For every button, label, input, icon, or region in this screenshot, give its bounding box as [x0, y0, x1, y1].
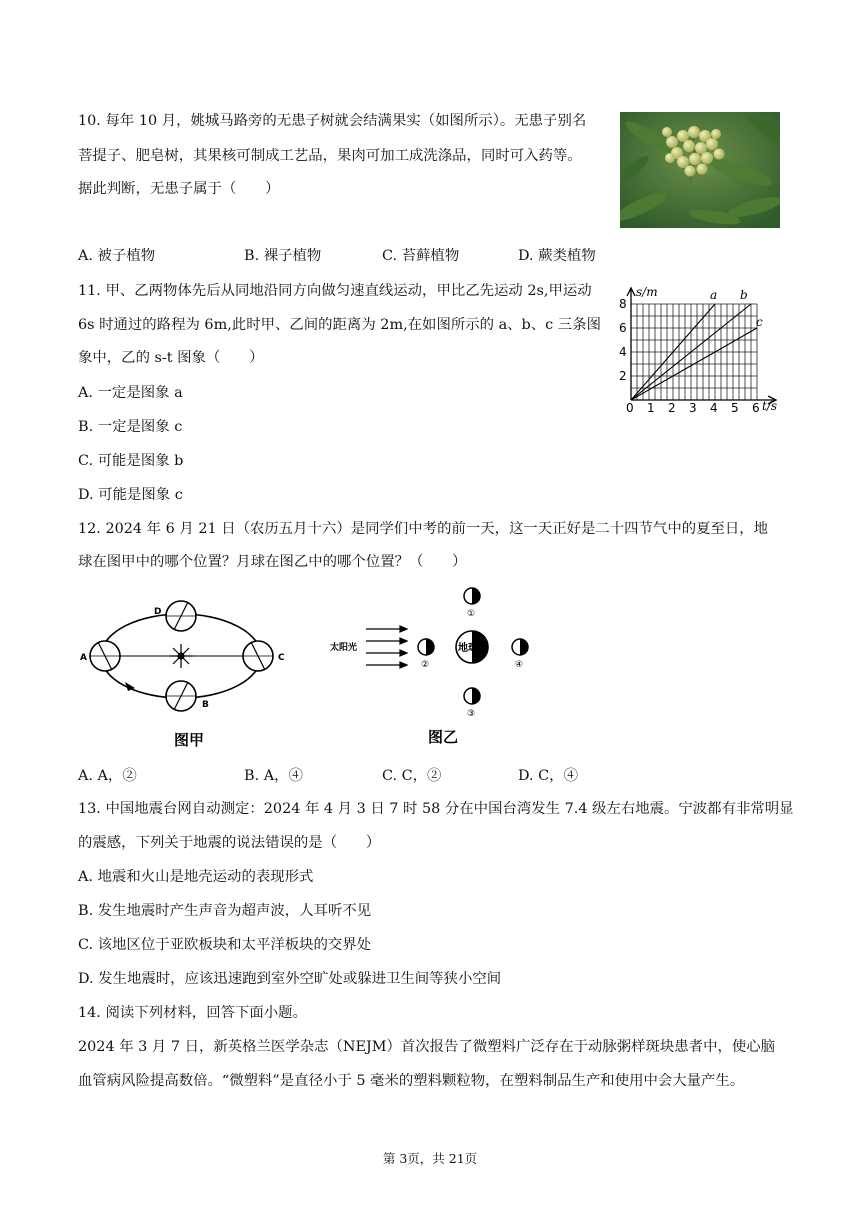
- moon-label-3: ③: [467, 709, 476, 719]
- q13-line-2: 的震感，下列关于地震的说法错误的是（ ）: [78, 835, 381, 851]
- moon-4: [512, 639, 528, 670]
- earth-position-c: [243, 641, 273, 671]
- q12-option-a: A. A，②: [78, 768, 137, 784]
- q10-option-c: C. 苔藓植物: [382, 248, 460, 264]
- q12-line-1: 12. 2024 年 6 月 21 日（农历五月十六）是同学们中考的前一天，这一天正好是二十四节气中的夏至日，地: [78, 521, 769, 537]
- q10-line-1: 10. 每年 10 月，姚城马路旁的无患子树就会结满果实（如图所示）。无患子别名: [78, 113, 587, 129]
- y-tick-6: 6: [619, 321, 627, 335]
- q11-option-a: A. 一定是图象 a: [78, 385, 183, 401]
- x-tick-0: 0: [626, 401, 634, 412]
- q11-line-2: 6s 时通过的路程为 6m,此时甲、乙间的距离为 2m,在如图所示的 a、b、c 三条图: [78, 317, 601, 333]
- label-a: A: [80, 653, 87, 663]
- earth-center: [456, 631, 488, 663]
- label-c: c: [756, 315, 763, 329]
- q11-line-1: 11. 甲、乙两物体先后从同地沿同方向做匀速直线运动，甲比乙先运动 2s,甲运动: [78, 283, 592, 299]
- earth-position-b: [166, 681, 196, 711]
- q14-line-1: 14. 阅读下列材料，回答下面小题。: [78, 1005, 307, 1021]
- q12-line-2: 球在图甲中的哪个位置？月球在图乙中的哪个位置？（ ）: [78, 554, 467, 570]
- x-axis-label: t/s: [762, 399, 778, 412]
- q13-option-b: B. 发生地震时产生声音为超声波，人耳听不见: [78, 903, 372, 919]
- label-a: a: [710, 288, 718, 302]
- q10-option-a: A. 被子植物: [78, 248, 156, 264]
- q11-line-3: 象中，乙的 s-t 图象（ ）: [78, 350, 264, 366]
- x-tick-2: 2: [668, 401, 676, 412]
- label-b: b: [740, 288, 748, 302]
- q13-option-a: A. 地震和火山是地壳运动的表现形式: [78, 869, 314, 885]
- x-tick-6: 6: [752, 401, 760, 412]
- soapberry-photo: [620, 112, 780, 228]
- q10-option-b: B. 裸子植物: [244, 248, 322, 264]
- caption-yi: 图乙: [428, 728, 459, 746]
- q10-line-3: 据此判断，无患子属于（ ）: [78, 181, 280, 197]
- q10-line-2: 菩提子、肥皂树，其果核可制成工艺品，果肉可加工成洗涤品，同时可入药等。: [78, 148, 582, 164]
- page-footer: 第 3页，共 21页: [382, 1151, 478, 1166]
- x-tick-4: 4: [710, 401, 718, 412]
- q11-option-b: B. 一定是图象 c: [78, 419, 183, 435]
- label-b: B: [202, 700, 209, 710]
- moon-label-1: ①: [467, 609, 476, 619]
- orbit-diagram-jia: [78, 594, 308, 758]
- sun-icon: [169, 644, 193, 668]
- moon-phase-diagram-yi: [328, 584, 548, 758]
- x-tick-5: 5: [731, 401, 739, 412]
- caption-jia: 图甲: [174, 731, 205, 749]
- moon-1: [464, 588, 480, 619]
- y-tick-8: 8: [619, 297, 627, 311]
- q13-line-1: 13. 中国地震台网自动测定：2024 年 4 月 3 日 7 时 58 分在中国台湾发生 7.4 级左右地震。宁波都有非常明显: [78, 801, 794, 817]
- q12-option-b: B. A，④: [244, 768, 303, 784]
- moon-2: [418, 639, 434, 670]
- q11-option-d: D. 可能是图象 c: [78, 487, 183, 503]
- q14-line-2: 2024 年 3 月 7 日，新英格兰医学杂志（NEJM）首次报告了微塑料广泛存在于动脉粥样斑块患者中，使心脑: [78, 1039, 776, 1055]
- sunlight-label: 太阳光: [330, 643, 358, 653]
- q11-option-c: C. 可能是图象 b: [78, 453, 184, 469]
- y-axis-label: s/m: [636, 285, 658, 299]
- q12-option-c: C. C，②: [382, 768, 442, 784]
- y-tick-4: 4: [619, 345, 627, 359]
- q12-option-d: D. C，④: [518, 768, 578, 784]
- q13-option-c: C. 该地区位于亚欧板块和太平洋板块的交界处: [78, 937, 372, 953]
- earth-label: 地球: [458, 643, 478, 654]
- x-tick-1: 1: [647, 401, 655, 412]
- earth-position-a: [90, 641, 120, 671]
- earth-position-d: [166, 601, 196, 631]
- q13-option-d: D. 发生地震时，应该迅速跑到室外空旷处或躲进卫生间等狭小空间: [78, 971, 502, 987]
- label-d: D: [154, 607, 162, 617]
- moon-label-4: ④: [515, 660, 524, 670]
- moon-label-2: ②: [421, 660, 430, 670]
- q11-st-graph: [616, 284, 786, 416]
- moon-3: [464, 688, 480, 719]
- q10-option-d: D. 蕨类植物: [518, 248, 596, 264]
- x-tick-3: 3: [689, 401, 697, 412]
- q14-line-3: 血管病风险提高数倍。“微塑料”是直径小于 5 毫米的塑料颗粒物，在塑料制品生产和使用中会大量产生。: [78, 1073, 745, 1089]
- y-tick-2: 2: [619, 369, 627, 383]
- label-c: C: [278, 653, 285, 663]
